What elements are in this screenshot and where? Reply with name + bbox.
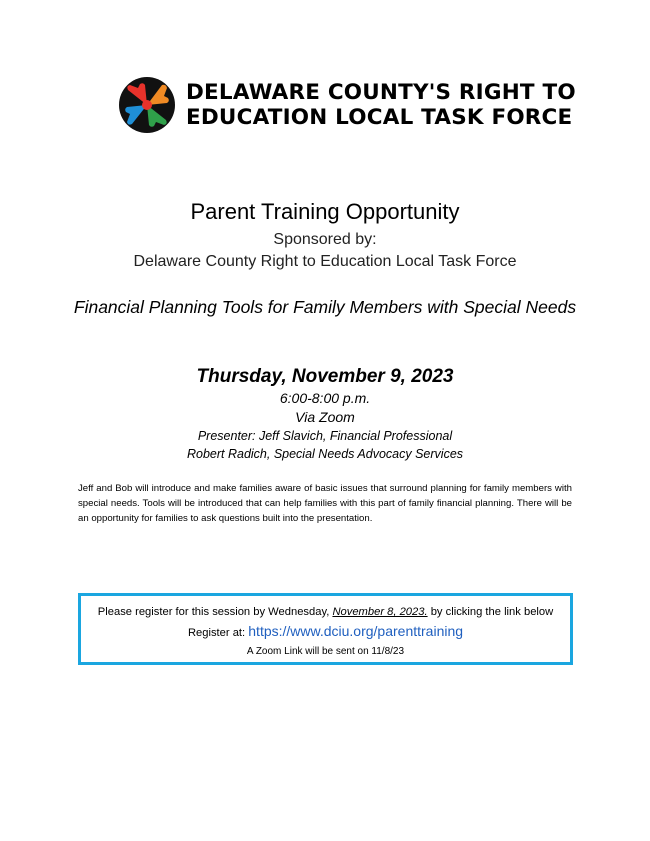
registration-box: [78, 593, 573, 665]
sponsor-org: Delaware County Right to Education Local Task Force: [133, 253, 517, 270]
registration-instructions: [81, 606, 570, 618]
sponsored-label: Sponsored by:: [273, 231, 377, 248]
presenter-primary: Presenter: Jeff Slavich, Financial Professional: [197, 429, 453, 443]
register-label: Register at:: [187, 627, 249, 639]
event-venue: Via Zoom: [295, 409, 355, 425]
event-date: Thursday, November 9, 2023: [196, 366, 454, 387]
logo-line-1: DELAWARE COUNTY'S RIGHT TO: [186, 80, 576, 105]
session-subtitle: Financial Planning Tools for Family Members with Special Needs: [73, 297, 577, 317]
register-at-line: [81, 623, 570, 639]
logo: [118, 76, 576, 134]
logo-text: [186, 80, 576, 130]
registration-link[interactable]: https://www.dciu.org/parenttraining: [248, 623, 464, 639]
hands-circle-icon: [118, 76, 176, 134]
event-description: Jeff and Bob will introduce and make families aware of basic issues that surround planning for family members with special needs. Tools will be introduced that can help families with this part of family financial planning. There will be an opportunity for families to ask questions built into the presentation.: [78, 483, 572, 524]
event-time: 6:00-8:00 p.m.: [279, 390, 371, 406]
registration-deadline: November 8, 2023.: [332, 606, 428, 618]
page-title: Parent Training Opportunity: [190, 199, 460, 224]
zoom-link-note: A Zoom Link will be sent on 11/8/23: [246, 646, 405, 657]
presenter-secondary: Robert Radich, Special Needs Advocacy Services: [186, 447, 464, 461]
registration-suffix: by clicking the link below: [427, 606, 554, 618]
logo-line-2: EDUCATION LOCAL TASK FORCE: [186, 105, 573, 130]
registration-prefix: Please register for this session by Wednesday,: [97, 606, 333, 618]
